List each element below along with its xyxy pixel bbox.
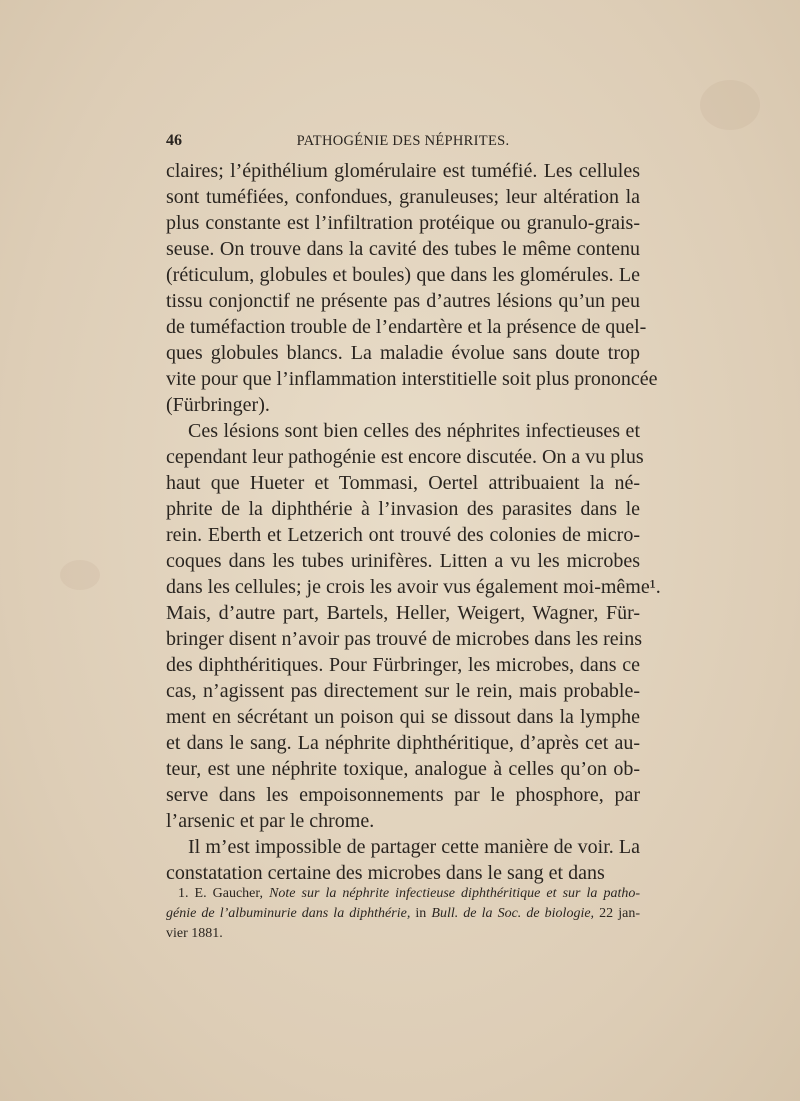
text-line: claires; l’épithélium glomérulaire est tuméfié. Les cellules — [166, 160, 640, 182]
text-line: coques dans les tubes urinifères. Litten a vu les microbes — [166, 550, 640, 572]
text-line: (réticulum, globules et boules) que dans les glomérules. Le — [166, 264, 640, 286]
text-line: vite pour que l’inflammation interstitielle soit plus prononcée — [166, 368, 658, 390]
paper-stain — [700, 80, 760, 130]
footnote-date: 22 jan- — [594, 906, 640, 921]
footnote-line: vier 1881. — [166, 926, 223, 941]
paper-stain — [60, 560, 100, 590]
text-line: Mais, d’autre part, Bartels, Heller, Weigert, Wagner, Für- — [166, 602, 640, 624]
text-line: serve dans les empoisonnements par le phosphore, par — [166, 784, 640, 806]
text-line: cependant leur pathogénie est encore discutée. On a vu plus — [166, 446, 644, 468]
text-line: de tuméfaction trouble de l’endartère et la présence de quel- — [166, 316, 647, 338]
running-head — [166, 132, 640, 152]
footnote-title: Note sur la néphrite infectieuse diphthéritique et sur la patho- — [269, 886, 641, 901]
text-line: (Fürbringer). — [166, 394, 270, 416]
text-line: sont tuméfiées, confondues, granuleuses; leur altération la — [166, 186, 640, 208]
text-line: Ces lésions sont bien celles des néphrites infectieuses et — [188, 420, 640, 442]
footnote-title-cont: génie de l’albuminurie dans la diphthérie, — [166, 906, 411, 921]
body-text — [166, 158, 661, 886]
footnotes — [166, 884, 640, 944]
page-number: 46 — [166, 132, 182, 149]
text-line: rein. Eberth et Letzerich ont trouvé des colonies de micro- — [166, 524, 640, 546]
text-line: dans les cellules; je crois les avoir vus également moi-même¹. — [166, 576, 661, 598]
footnote-in: in — [410, 906, 432, 921]
text-line: bringer disent n’avoir pas trouvé de microbes dans les reins — [166, 628, 642, 650]
text-line: phrite de la diphthérie à l’invasion des parasites dans le — [166, 498, 640, 520]
text-line: constatation certaine des microbes dans le sang et dans — [166, 862, 605, 884]
footnote-line — [166, 904, 640, 924]
text-line: ques globules blancs. La maladie évolue sans doute trop — [166, 342, 640, 364]
text-line: seuse. On trouve dans la cavité des tubes le même contenu — [166, 238, 640, 260]
text-line: haut que Hueter et Tommasi, Oertel attribuaient la né- — [166, 472, 640, 494]
text-line: plus constante est l’infiltration protéique ou granulo-grais- — [166, 212, 640, 234]
footnote-author: 1. E. Gaucher, — [178, 886, 270, 901]
text-line: l’arsenic et par le chrome. — [166, 810, 375, 832]
text-line: teur, est une néphrite toxique, analogue à celles qu’on ob- — [166, 758, 640, 780]
text-line: tissu conjonctif ne présente pas d’autres lésions qu’un peu — [166, 290, 640, 312]
text-line: et dans le sang. La néphrite diphthéritique, d’après cet au- — [166, 732, 640, 754]
text-line: Il m’est impossible de partager cette manière de voir. La — [188, 836, 640, 858]
footnote-journal: Bull. de la Soc. de biologie, — [431, 906, 595, 921]
running-title: PATHOGÉNIE DES NÉPHRITES. — [296, 133, 510, 149]
text-line: ment en sécrétant un poison qui se dissout dans la lymphe — [166, 706, 640, 728]
footnote-line — [166, 884, 640, 904]
text-line: des diphthéritiques. Pour Fürbringer, les microbes, dans ce — [166, 654, 640, 676]
text-line: cas, n’agissent pas directement sur le rein, mais probable- — [166, 680, 640, 702]
